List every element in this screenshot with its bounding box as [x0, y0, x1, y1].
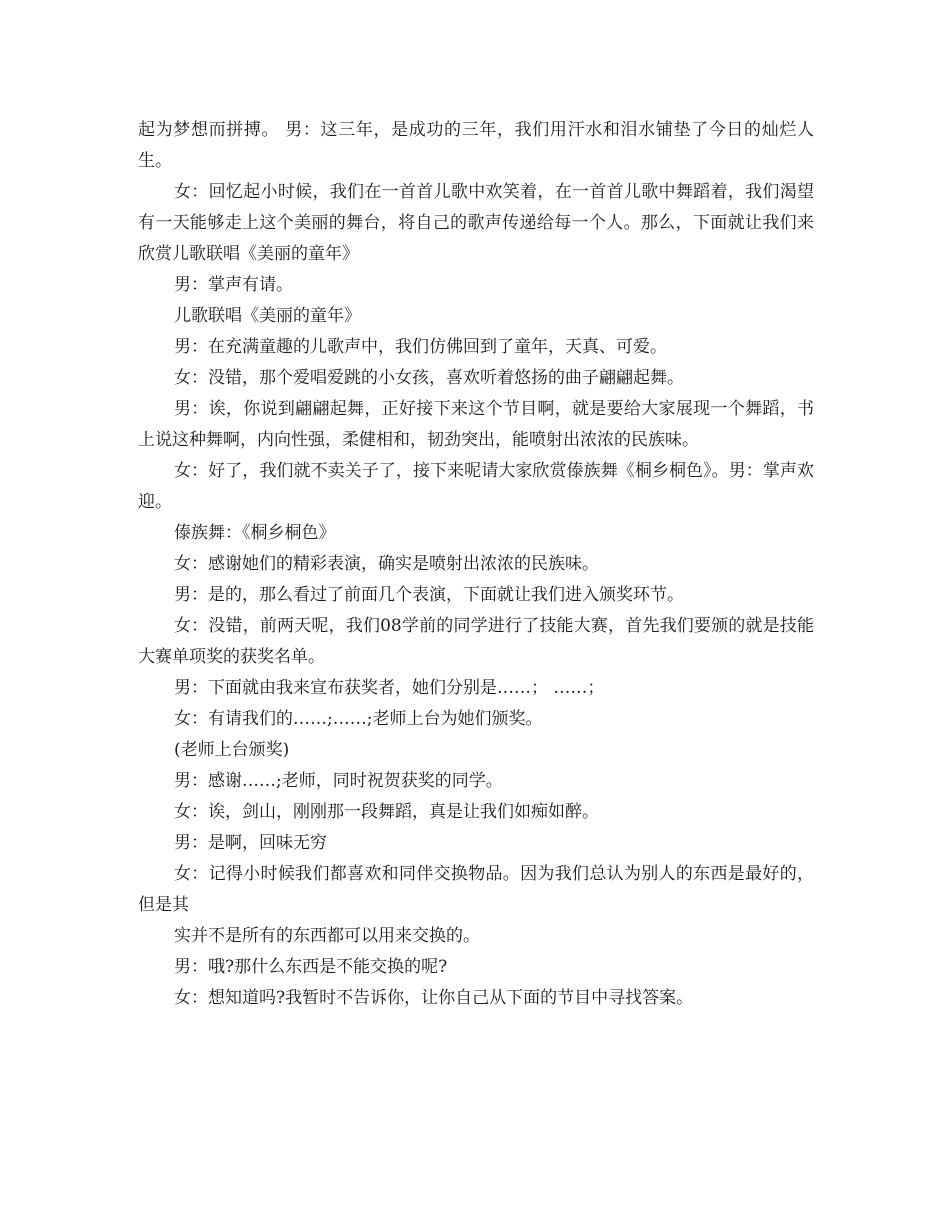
paragraph: 男：感谢……;老师，同时祝贺获奖的同学。: [174, 771, 503, 791]
paragraph: 男：是的，那么看过了前面几个表演，下面就让我们进入颁奖环节。: [174, 585, 684, 605]
paragraph: 男：是啊，回味无穷: [174, 833, 327, 853]
paragraph: 女：没错，那个爱唱爱跳的小女孩，喜欢听着悠扬的曲子翩翩起舞。: [174, 368, 684, 388]
paragraph: 女：记得小时候我们都喜欢和同伴交换物品。因为我们总认为别人的东西是最好的，但是其: [138, 864, 814, 915]
paragraph: 男：哦?那什么东西是不能交换的呢?: [174, 957, 448, 977]
paragraph: 女：没错，前两天呢，我们08学前的同学进行了技能大赛，首先我们要颁的就是技能大赛单项奖的获奖名单。: [138, 616, 814, 667]
paragraph: 傣族舞：《桐乡桐色》: [174, 523, 336, 543]
paragraph: 实并不是所有的东西都可以用来交换的。: [174, 926, 480, 946]
paragraph: 女：好了，我们就不卖关子了，接下来呢请大家欣赏傣族舞《桐乡桐色》。男：掌声欢迎。: [138, 461, 814, 512]
paragraph: 男：在充满童趣的儿歌声中，我们仿佛回到了童年，天真、可爱。: [174, 337, 667, 357]
paragraph: 女：有请我们的……;……;老师上台为她们颁奖。: [174, 709, 543, 729]
paragraph: 女：诶，剑山，刚刚那一段舞蹈，真是让我们如痴如醉。: [174, 802, 599, 822]
paragraph: 起为梦想而拼搏。 男：这三年，是成功的三年，我们用汗水和泪水铺垫了今日的灿烂人生。: [138, 120, 814, 171]
paragraph: 女：感谢她们的精彩表演，确实是喷射出浓浓的民族味。: [174, 554, 599, 574]
paragraph: 女：回忆起小时候，我们在一首首儿歌中欢笑着，在一首首儿歌中舞蹈着，我们渴望有一天能够走上这个美丽的舞台，将自己的歌声传递给每一个人。那么，下面就让我们来欣赏儿歌联唱《美丽的童年》: [138, 182, 814, 264]
paragraph: 儿歌联唱《美丽的童年》: [174, 306, 361, 326]
paragraph: 男：诶，你说到翩翩起舞，正好接下来这个节目啊，就是要给大家展现一个舞蹈，书上说这种舞啊，内向性强，柔健相和，韧劲突出，能喷射出浓浓的民族味。: [138, 399, 814, 450]
paragraph: 男：下面就由我来宣布获奖者，她们分别是……； ……；: [174, 678, 605, 698]
paragraph: 男：掌声有请。: [174, 275, 293, 295]
paragraph: 女：想知道吗?我暂时不告诉你，让你自己从下面的节目中寻找答案。: [174, 988, 694, 1008]
document-body: [138, 115, 814, 1014]
paragraph: (老师上台颁奖): [174, 740, 290, 760]
